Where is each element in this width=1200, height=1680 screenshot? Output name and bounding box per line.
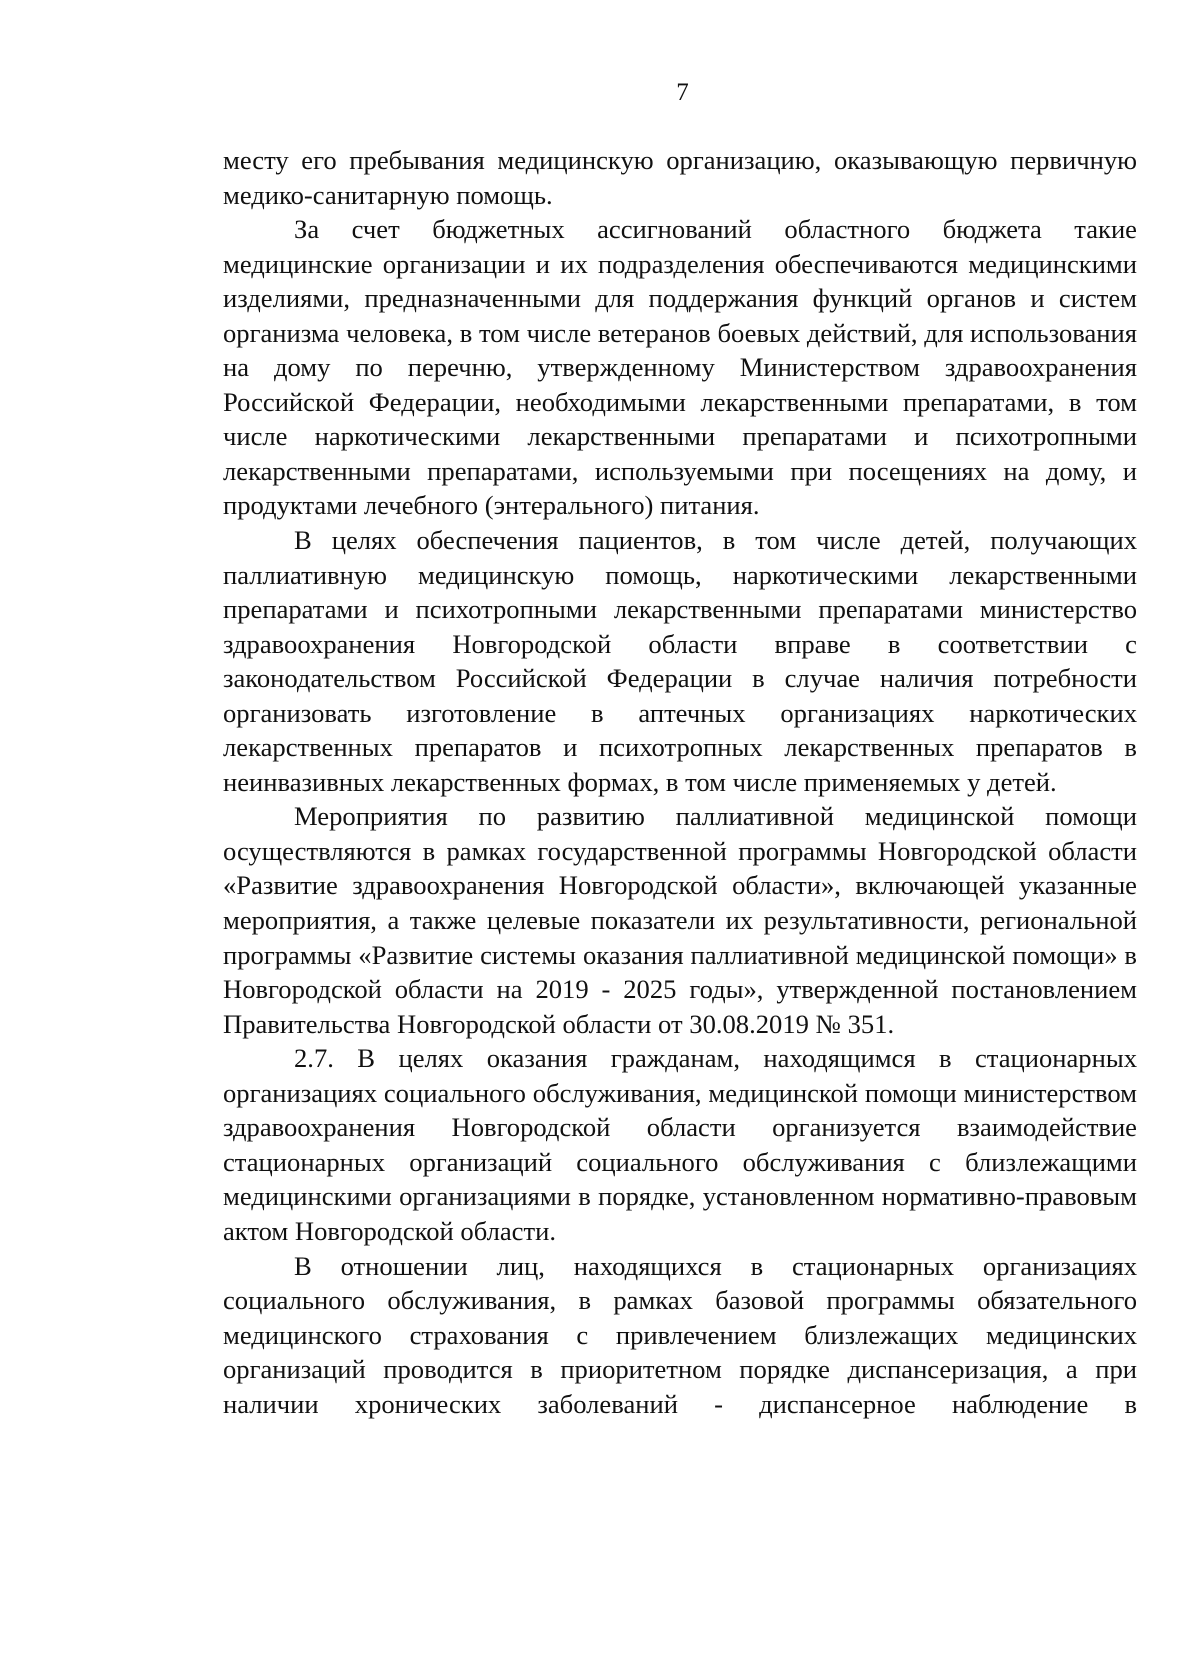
paragraph-section-2-7: 2.7. В целях оказания гражданам, находящимся в стационарных организациях социального обслуживания, медицинской помощи министерством здравоохранения Новгородской области организуется взаимодействие стационарных организаций социального обслуживания с близлежащими медицинскими организациями в порядке, установленном нормативно-правовым актом Новгородской области.	[223, 1043, 1137, 1246]
paragraph-continuation: месту его пребывания медицинскую организацию, оказывающую первичную медико-санитарную помощь.	[223, 145, 1137, 210]
paragraph-social-services: В отношении лиц, находящихся в стационарных организациях социального обслуживания, в рамках базовой программы обязательного медицинского страхования с привлечением близлежащих медицинских организаций проводится в приоритетном порядке диспансеризация, а при наличии хронических заболеваний - диспансерное наблюдение в	[223, 1250, 1137, 1419]
paragraph-palliative-program: Мероприятия по развитию паллиативной медицинской помощи осуществляются в рамках государственной программы Новгородской области «Развитие здравоохранения Новгородской области», включающей указанные мероприятия, а также целевые показатели их результативности, региональной программы «Развитие системы оказания паллиативной медицинской помощи» в Новгородской области на 2019 - 2025 годы», утвержденной постановлением Правительства Новгородской области от 30.08.2019 № 351.	[223, 801, 1137, 1039]
page-number: 7	[676, 79, 689, 106]
paragraph-budget-funding: За счет бюджетных ассигнований областного бюджета такие медицинские организации и их подразделения обеспечиваются медицинскими изделиями, предназначенными для поддержания функций органов и систем организма человека, в том числе ветеранов боевых действий, для использования на дому по перечню, утвержденному Министерством здравоохранения Российской Федерации, необходимыми лекарственными препаратами, в том числе наркотическими лекарственными препаратами и психотропными лекарственными препаратами, используемыми при посещениях на дому, и продуктами лечебного (энтерального) питания.	[223, 214, 1137, 521]
paragraph-palliative-drugs: В целях обеспечения пациентов, в том числе детей, получающих паллиативную медицинскую помощь, наркотическими лекарственными препаратами и психотропными лекарственными препаратами министерство здравоохранения Новгородской области вправе в соответствии с законодательством Российской Федерации в случае наличия потребности организовать изготовление в аптечных организациях наркотических лекарственных препаратов и психотропных лекарственных препаратов в неинвазивных лекарственных формах, в том числе применяемых у детей.	[223, 525, 1137, 797]
document-body	[223, 143, 1137, 1421]
